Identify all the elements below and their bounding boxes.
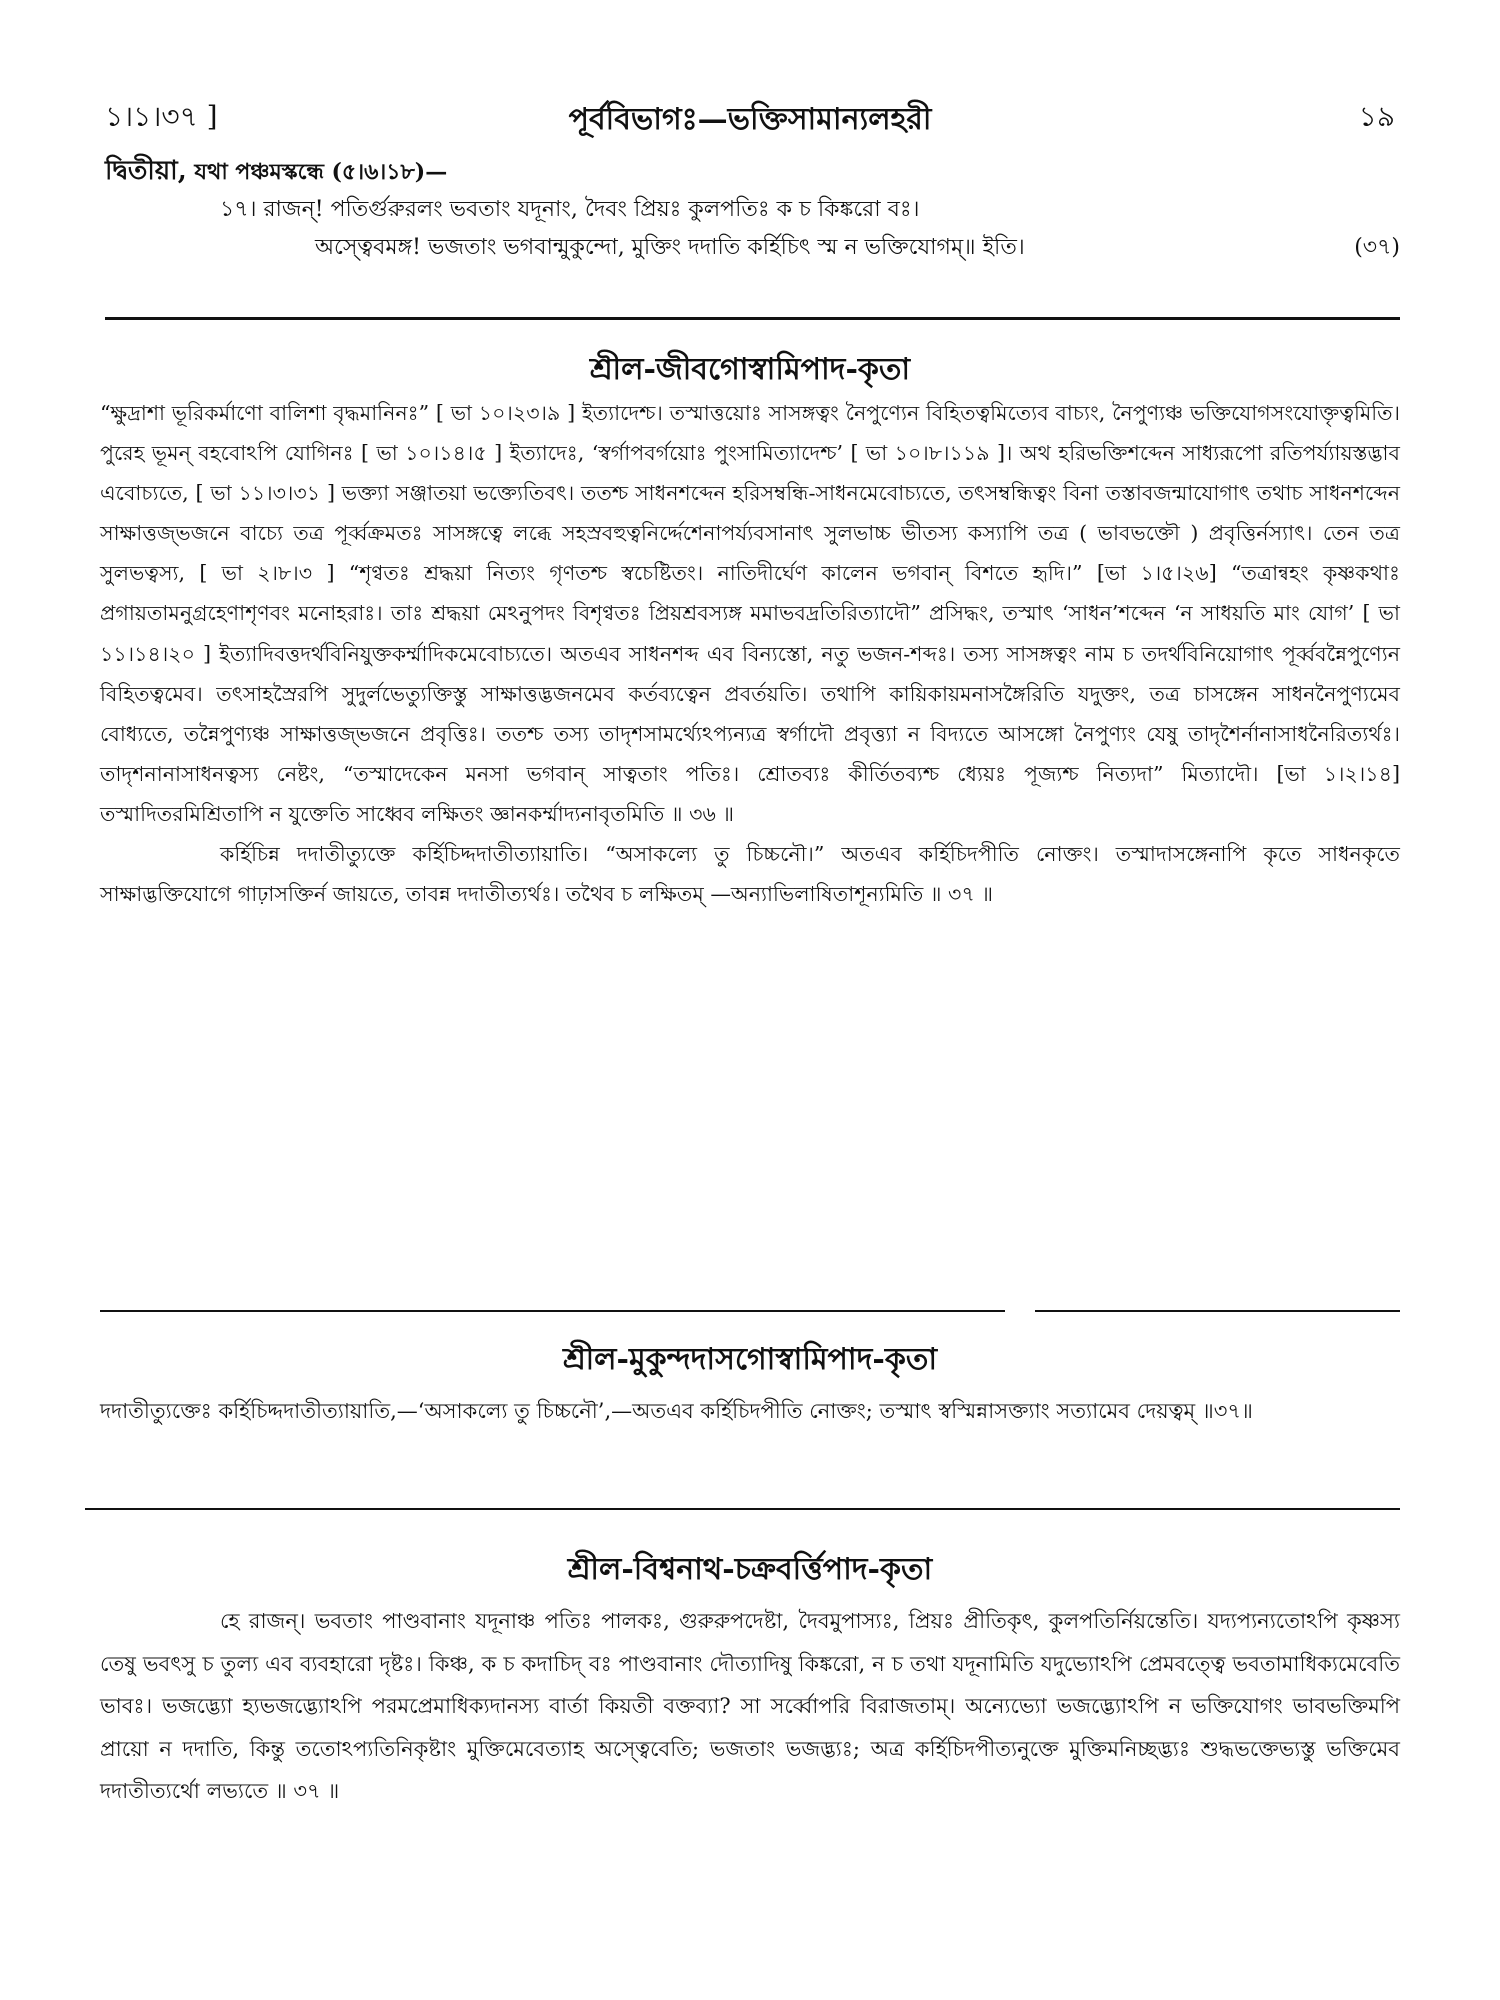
sloka-line-1: ১৭। রাজন্! পতির্গুরুরলং ভবতাং যদূনাং, দৈবং প্রিয়ঃ কুলপতিঃ ক চ কিঙ্করো বঃ। bbox=[220, 197, 920, 222]
commentary-visvanatha-body bbox=[100, 1600, 1400, 1813]
commentary-title-visvanatha: শ্রীল-বিশ্বনাথ-চক্রবর্ত্তিপাদ-কৃতা bbox=[567, 1552, 933, 1587]
sloka-intro bbox=[105, 152, 1400, 191]
commentary-title-mukunda: শ্রীল-মুকুন্দদাসগোস্বামিপাদ-কৃতা bbox=[562, 1342, 938, 1377]
page-header bbox=[105, 95, 1395, 145]
section-divider bbox=[85, 1508, 1400, 1510]
sloka-line-2-text: অস্ত্বেবমঙ্গ! ভজতাং ভগবান্মুকুন্দো, মুক্তিং দদাতি কর্হিচিৎ স্ম ন ভক্তিযোগম্॥ ইতি। bbox=[315, 235, 1025, 260]
verse-number: (৩৭) bbox=[1354, 235, 1400, 260]
running-title: পূর্ববিভাগঃ—ভক্তিসামান্যলহরী bbox=[568, 102, 932, 137]
sloka-line-2 bbox=[105, 229, 1400, 267]
sloka-intro-lead: দ্বিতীয়া, bbox=[105, 156, 187, 186]
section-divider-right bbox=[1035, 1310, 1400, 1312]
commentary-jiva-paragraph-1: “ক্ষুদ্রাশা ভূরিকর্মাণো বালিশা বৃদ্ধমানিনঃ” [ ভা ১০।২৩।৯ ] ইত্যাদেশ্চ। তস্মাত্তয়োঃ সাসঙ্গত্বং নৈপুণ্যেন বিহিতত্বমিত্যেব বাচ্যং, নৈপুণ্যঞ্চ ভক্তিযোগসংযোক্তৃত্বমিতি। পুরেহ ভূমন্ বহবোঽপি যোগিনঃ [ ভা ১০।১৪।৫ ] ইত্যাদেঃ, ‘স্বর্গাপবর্গয়োঃ পুংসামিত্যাদেশ্চ’ [ ভা ১০।৮।১১৯ ]। অথ হরিভক্তিশব্দেন সাধ্যরূপো রতিপর্য্যায়স্তদ্ভাব এবোচ্যতে, [ ভা ১১।৩।৩১ ] ভক্ত্যা সঞ্জাতয়া ভক্ত্যেতিবৎ। ততশ্চ সাধনশব্দেন হরিসম্বন্ধি-সাধনমেবোচ্যতে, তৎসম্বন্ধিত্বং বিনা তস্তাবজন্মাযোগাৎ তথাচ সাধনশব্দেন সাক্ষাত্তজ্ভজনে বাচ্যে তত্র পূর্ব্বক্রমতঃ সাসঙ্গত্বে লব্ধে সহস্রবহুত্বনির্দ্দেশেনাপর্য্যবসানাৎ সুলভাচ্চ ভীতস্য কস্যাপি তত্র ( ভাবভক্তৌ ) প্রবৃত্তির্নস্যাৎ। তেন তত্র সুলভত্বস্য, [ ভা ২।৮।৩ ] “শৃণ্বতঃ শ্রদ্ধয়া নিত্যং গৃণতশ্চ স্বচেষ্টিতং। নাতিদীর্ঘেণ কালেন ভগবান্ বিশতে হৃদি।” [ভা ১।৫।২৬] “তত্রান্বহং কৃষ্ণকথাঃ প্রগায়তামনুগ্রহেণাশৃণবং মনোহরাঃ। তাঃ শ্রদ্ধয়া মেঽনুপদং বিশৃণ্বতঃ প্রিয়শ্রবস্যঙ্গ মমাভবদ্রতিরিত্যাদৌ” প্রসিদ্ধং, তস্মাৎ ‘সাধন’শব্দেন ‘ন সাধয়তি মাং যোগ’ [ ভা ১১।১৪।২০ ] ইত্যাদিবত্তদর্থবিনিযুক্তকর্ম্মাদিকমেবোচ্যতে। অতএব সাধনশব্দ এব বিন্যস্তো, নতু ভজন-শব্দঃ। তস্য সাসঙ্গত্বং নাম চ তদর্থবিনিয়োগাৎ পূর্ব্ববন্নৈপুণ্যেন বিহিতত্বমেব। তৎসাহস্রৈরপি সুদুর্লভেত্যুক্তিস্তু সাক্ষাত্তদ্ভজনমেব কর্তব্যত্বেন প্রবর্তয়তি। তথাপি কায়িকায়মনাসঙ্গৈরিতি যদুক্তং, তত্র চাসঙ্গেন সাধননৈপুণ্যমেব বোধ্যতে, তন্নৈপুণ্যঞ্চ সাক্ষাত্তজ্ভজনে প্রবৃত্তিঃ। ততশ্চ তস্য তাদৃশসামর্থ্যেঽপ্যন্যত্র স্বর্গাদৌ প্রবৃত্ত্যা ন বিদ্যতে আসঙ্গো নৈপুণ্যং যেষু তাদৃশৈর্নানাসাধনৈরিত্যর্থঃ। তাদৃশনানাসাধনত্বস্য নেষ্টং, “তস্মাদেকেন মনসা ভগবান্ সাত্বতাং পতিঃ। শ্রোতব্যঃ কীর্তিতব্যশ্চ ধ্যেয়ঃ পূজ্যশ্চ নিত্যদা” মিত্যাদৌ। [ভা ১।২।১৪] তস্মাদিতরমিশ্রিতাপি ন যুক্তেতি সাধ্বেব লক্ষিতং জ্ঞানকর্ম্মাদ্যনাবৃতমিতি ॥ ৩৬ ॥ bbox=[100, 401, 1401, 826]
page-number: ১৯ bbox=[1358, 100, 1395, 133]
verse-reference: ১।১।৩৭ ] bbox=[105, 100, 218, 133]
commentary-mukunda-paragraph: দদাতীত্যুক্তেঃ কর্হিচিদ্দদাতীত্যায়াতি,—‘অসাকল্যে তু চিচ্চনৌ’,—অতএব কর্হিচিদপীতি নোক্তং; তস্মাৎ স্বস্মিন্নাসক্ত্যাং সত্যামেব দেয়ত্বম্ ॥৩৭॥ bbox=[100, 1399, 1253, 1423]
commentary-jiva-body bbox=[100, 393, 1400, 914]
sloka-block bbox=[105, 152, 1400, 267]
commentary-jiva-paragraph-2: কর্হিচিন্ন দদাতীত্যুক্তে কর্হিচিদ্দদাতীত্যায়াতি। “অসাকল্যে তু চিচ্চনৌ।” অতএব কর্হিচিদপীতি নোক্তং। তস্মাদাসঙ্গেনাপি কৃতে সাধনকৃতে সাক্ষাদ্ভক্তিযোগে গাঢ়াসক্তির্ন জায়তে, তাবন্ন দদাতীত্যর্থঃ। তথৈব চ লক্ষিতম্ —অন্যাভিলাষিতাশূন্যমিতি ॥ ৩৭ ॥ bbox=[100, 842, 1400, 907]
commentary-title-jiva: শ্রীল-জীবগোস্বামিপাদ-কৃতা bbox=[589, 352, 911, 387]
commentary-visvanatha-paragraph: হে রাজন্। ভবতাং পাণ্ডবানাং যদূনাঞ্চ পতিঃ পালকঃ, গুরুরুপদেষ্টা, দৈবমুপাস্যঃ, প্রিয়ঃ প্রীতিকৃৎ, কুলপতির্নিয়ন্তেতি। যদ্যপ্যন্যতোঽপি কৃষ্ণস্য তেষু ভবৎসু চ তুল্য এব ব্যবহারো দৃষ্টঃ। কিঞ্চ, ক চ কদাচিদ্ বঃ পাণ্ডবানাং দৌত্যাদিষু কিঙ্করো, ন চ তথা যদূনামিতি যদুভ্যোঽপি প্রেমবত্ত্বে ভবতামাধিক্যমেবেতি ভাবঃ। ভজদ্ভ্যো হ্যভজদ্ভ্যোঽপি পরমপ্রেমাধিক্যদানস্য বার্তা কিয়তী বক্তব্যা? সা সর্ব্বোপরি বিরাজতাম্। অন্যেভ্যো ভজদ্ভ্যোঽপি ন ভক্তিযোগং ভাবভক্তিমপি প্রায়ো ন দদাতি, কিন্তু ততোঽপ্যতিনিকৃষ্টাং মুক্তিমেবেত্যাহ অস্ত্বেবেতি; ভজতাং ভজদ্ভ্যঃ; অত্র কর্হিচিদপীত্যনুক্তে মুক্তিমনিচ্ছদ্ভ্যঃ শুদ্ধভক্তেভ্যস্তু ভক্তিমেব দদাতীত্যর্থো লভ্যতে ॥ ৩৭ ॥ bbox=[100, 1609, 1400, 1803]
sloka-intro-source: যথা পঞ্চমস্কন্ধে (৫।৬।১৮)— bbox=[194, 159, 448, 185]
commentary-mukunda-body bbox=[100, 1390, 1400, 1432]
section-divider bbox=[105, 317, 1400, 320]
section-divider-left bbox=[100, 1310, 1005, 1312]
